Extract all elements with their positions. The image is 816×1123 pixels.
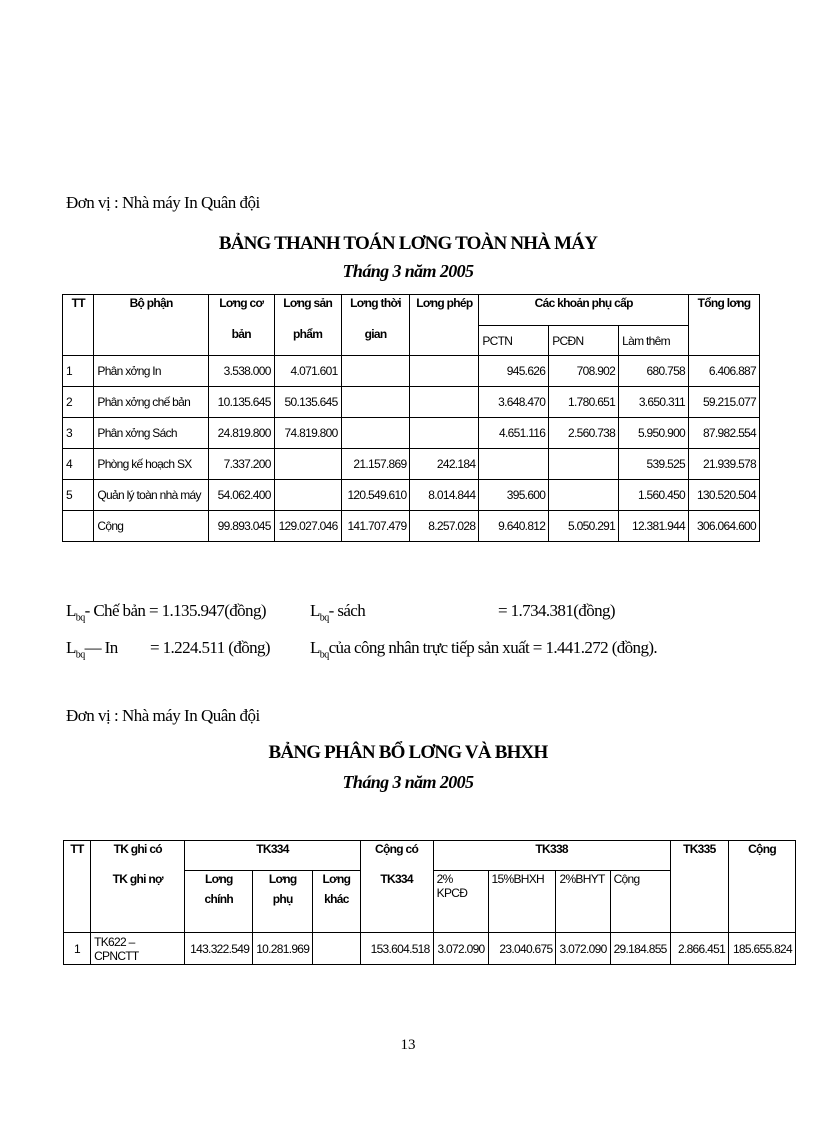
col-bo-phan: Bộ phận [94, 295, 208, 326]
cell-pctn: 9.640.812 [479, 511, 549, 542]
col2-tt: TT [64, 841, 91, 871]
cell-tt: 1 [64, 933, 91, 965]
cell-bo-phan: Phân xởng In [94, 356, 208, 387]
cell-bo-phan: Cộng [94, 511, 208, 542]
cell-thoi-gian [341, 387, 410, 418]
cell-tong: 306.064.600 [689, 511, 760, 542]
cell-co-ban: 10.135.645 [208, 387, 274, 418]
col2-kpcd: 2% KPCĐ [433, 871, 488, 933]
unit-label-2: Đơn vị : Nhà máy In Quân đội [66, 706, 260, 725]
cell-pctn: 945.626 [479, 356, 549, 387]
cell-bo-phan: Phòng kế hoạch SX [94, 449, 208, 480]
cell-tk335: 2.866.451 [670, 933, 728, 965]
cell-tt: 3 [63, 418, 94, 449]
col-luong-thoi-gian: Lơng thời [341, 295, 410, 326]
table-row [63, 387, 760, 418]
cell-lam-them: 5.950.900 [619, 418, 689, 449]
formula-sach-value: = 1.734.381(đồng) [498, 601, 615, 620]
col-luong-thoi-gian-2: gian [341, 326, 410, 356]
cell-co-ban: 7.337.200 [208, 449, 274, 480]
cell-thoi-gian: 21.157.869 [341, 449, 410, 480]
table-row [63, 511, 760, 542]
col2-bhyt: 2%BHYT [556, 871, 610, 933]
cell-phep: 242.184 [410, 449, 479, 480]
cell-tt: 4 [63, 449, 94, 480]
col2-tk338: TK338 [433, 841, 670, 871]
cell-kpcd: 3.072.090 [433, 933, 488, 965]
formula-in-value: = 1.224.511 (đồng) [150, 638, 270, 657]
cell-san-pham [274, 449, 341, 480]
cell-co-ban: 3.538.000 [208, 356, 274, 387]
cell-co-ban: 54.062.400 [208, 480, 274, 511]
cell-tt: 1 [63, 356, 94, 387]
table-row [63, 356, 760, 387]
col-pctn: PCTN [479, 326, 549, 356]
cell-thoi-gian: 141.707.479 [341, 511, 410, 542]
col2-tk-ghi-no: TK ghi nợ [91, 871, 185, 933]
cell-phu: 10.281.969 [253, 933, 313, 965]
cell-tt [63, 511, 94, 542]
page-number: 13 [400, 1037, 416, 1053]
col2-luong-chinh: Lơng chính [185, 871, 253, 933]
cell-lam-them: 539.525 [619, 449, 689, 480]
cell-pcdn: 1.780.651 [549, 387, 619, 418]
col2-tk-ghi-co: TK ghi có [91, 841, 185, 871]
cell-phep [410, 418, 479, 449]
cell-bo-phan: Phân xởng chế bản [94, 387, 208, 418]
cell-tong: 87.982.554 [689, 418, 760, 449]
cell-pcdn [549, 480, 619, 511]
cell-lam-them: 1.560.450 [619, 480, 689, 511]
col-luong-phep: Lơng phép [410, 295, 479, 326]
col2-cong-co: Cộng có [360, 841, 433, 871]
table-row [63, 480, 760, 511]
cell-pctn: 4.651.116 [479, 418, 549, 449]
cell-lam-them: 12.381.944 [619, 511, 689, 542]
cell-pctn: 3.648.470 [479, 387, 549, 418]
cell-lam-them: 3.650.311 [619, 387, 689, 418]
unit-label-1: Đơn vị : Nhà máy In Quân đội [66, 193, 260, 212]
cell-thoi-gian [341, 356, 410, 387]
cell-san-pham: 74.819.800 [274, 418, 341, 449]
formula-cong-nhan: $L_{bq}của$ công nhân trực tiếp sản xuất = 1.441.272 (đồng). [310, 638, 658, 661]
cell-co-ban: 99.893.045 [208, 511, 274, 542]
col-luong-co-ban-2: bản [208, 326, 274, 356]
cell-san-pham [274, 480, 341, 511]
col-tong-luong: Tổng lơng [689, 295, 760, 326]
col-luong-co-ban: Lơng cơ [208, 295, 274, 326]
cell-phep: 8.257.028 [410, 511, 479, 542]
salary-allocation-table [63, 840, 796, 965]
cell-bo-phan: Phân xởng Sách [94, 418, 208, 449]
col2-luong-phu: Lơng phụ [253, 871, 313, 933]
cell-tt: 2 [63, 387, 94, 418]
cell-pcdn: 708.902 [549, 356, 619, 387]
cell-chinh: 143.322.549 [185, 933, 253, 965]
col2-bhxh: 15%BHXH [488, 871, 556, 933]
cell-tong: 6.406.887 [689, 356, 760, 387]
col2-luong-khac: Lơng khác [313, 871, 360, 933]
cell-tong: 59.215.077 [689, 387, 760, 418]
col-phu-cap: Các khoản phụ cấp [479, 295, 689, 326]
cell-cong-co: 153.604.518 [360, 933, 433, 965]
cell-lam-them: 680.758 [619, 356, 689, 387]
formula-sach: $L_{bq}-$ sách [310, 601, 366, 624]
col2-cong338: Cộng [610, 871, 670, 933]
cell-pcdn: 5.050.291 [549, 511, 619, 542]
cell-pcdn: 2.560.738 [549, 418, 619, 449]
cell-khac [313, 933, 360, 965]
cell-cong338: 29.184.855 [610, 933, 670, 965]
cell-bo-phan: Quản lý toàn nhà máy [94, 480, 208, 511]
table-row [63, 418, 760, 449]
cell-cong: 185.655.824 [729, 933, 796, 965]
cell-co-ban: 24.819.800 [208, 418, 274, 449]
salary-payment-table [62, 294, 760, 542]
col-lam-them: Làm thêm [619, 326, 689, 356]
col2-cong: Cộng [729, 841, 796, 871]
cell-san-pham: 4.071.601 [274, 356, 341, 387]
cell-pctn [479, 449, 549, 480]
cell-tong: 21.939.578 [689, 449, 760, 480]
col-luong-san-pham-2: phẩm [274, 326, 341, 356]
col2-cong-co-tk334: TK334 [360, 871, 433, 933]
cell-thoi-gian: 120.549.610 [341, 480, 410, 511]
col-tt: TT [63, 295, 94, 326]
col-pcdn: PCĐN [549, 326, 619, 356]
table1-title: BẢNG THANH TOÁN LƠNG TOÀN NHÀ MÁY [218, 233, 598, 254]
cell-san-pham: 50.135.645 [274, 387, 341, 418]
table2-title: BẢNG PHÂN BỔ LƠNG VÀ BHXH [268, 742, 548, 763]
cell-phep: 8.014.844 [410, 480, 479, 511]
cell-pctn: 395.600 [479, 480, 549, 511]
table1-subtitle: Tháng 3 năm 2005 [342, 261, 474, 281]
col2-tk335: TK335 [670, 841, 728, 871]
cell-thoi-gian [341, 418, 410, 449]
cell-tk: TK622 – CPNCTT [91, 933, 185, 965]
formula-che-ban: $L_{bq}-$ Chế bản = 1.135.947(đồng) [66, 601, 266, 624]
cell-phep [410, 356, 479, 387]
formula-in: $L_{bq}—$ In [66, 638, 118, 661]
cell-san-pham: 129.027.046 [274, 511, 341, 542]
col-luong-san-pham: Lơng sản [274, 295, 341, 326]
cell-tt: 5 [63, 480, 94, 511]
cell-bhyt: 3.072.090 [556, 933, 610, 965]
table-row [63, 449, 760, 480]
cell-bhxh: 23.040.675 [488, 933, 556, 965]
table2-subtitle: Tháng 3 năm 2005 [342, 772, 474, 792]
cell-pcdn [549, 449, 619, 480]
col2-tk334: TK334 [185, 841, 360, 871]
table-row [64, 933, 796, 965]
cell-tong: 130.520.504 [689, 480, 760, 511]
cell-phep [410, 387, 479, 418]
